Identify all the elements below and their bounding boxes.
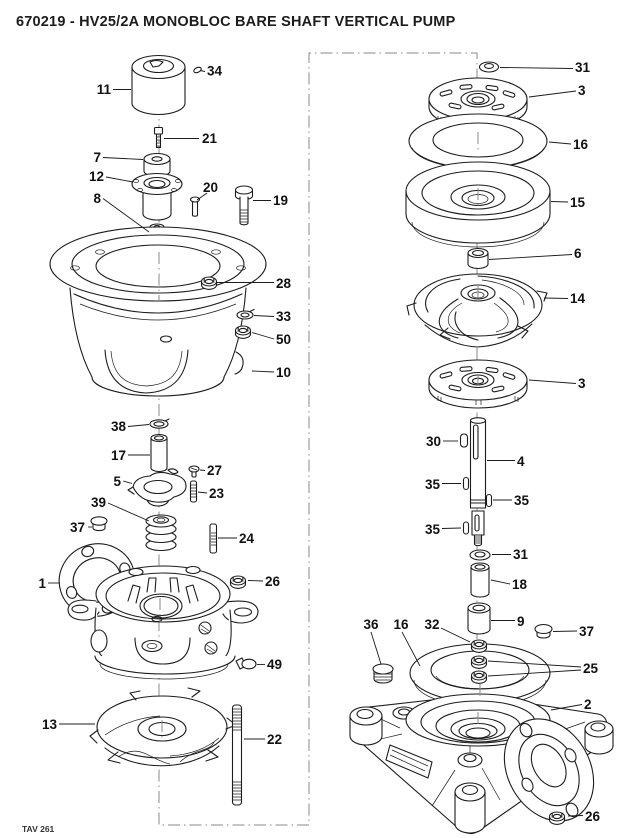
part-nut-32 <box>472 640 487 652</box>
part-bolt-20 <box>191 197 200 216</box>
part-coupling <box>132 56 185 115</box>
callout-10: 10 <box>276 365 292 380</box>
part-nut-26-left <box>231 576 246 588</box>
callout-11: 11 <box>96 82 111 97</box>
callout-38: 38 <box>110 419 126 434</box>
part-key-35-a <box>464 478 469 490</box>
callout-14: 14 <box>570 291 586 306</box>
part-washer-31-top <box>480 62 499 72</box>
callout-34: 34 <box>207 63 223 79</box>
callout-35-c: 35 <box>424 522 440 537</box>
part-circlip-38 <box>150 419 169 428</box>
page-title: 670219 - HV25/2A MONOBLOC BARE SHAFT VERTICAL PUMP <box>16 14 456 30</box>
part-screw-27 <box>189 466 199 477</box>
callout-33: 33 <box>276 309 292 324</box>
part-key-35-b <box>487 495 492 507</box>
part-seal-gland <box>128 469 186 506</box>
callout-31-mid: 31 <box>513 547 529 562</box>
callout-3-mid: 3 <box>578 376 586 391</box>
callout-5: 5 <box>113 474 121 489</box>
part-nut-28 <box>202 277 217 289</box>
callout-25: 25 <box>583 661 599 676</box>
callout-26-right: 26 <box>585 809 601 824</box>
part-nut-50 <box>236 326 251 338</box>
plate-number: TAV 261 <box>22 824 55 834</box>
callout-16-top: 16 <box>573 137 589 152</box>
part-shaft <box>471 418 486 546</box>
callout-37-left: 37 <box>69 520 85 535</box>
callout-7: 7 <box>93 150 101 165</box>
callout-35-b: 35 <box>514 493 530 508</box>
callout-6: 6 <box>574 246 582 261</box>
callout-4: 4 <box>517 454 525 469</box>
part-sleeve-18 <box>471 563 489 597</box>
part-bolt-19 <box>236 186 253 225</box>
callout-39: 39 <box>90 495 106 510</box>
part-bellows-39 <box>146 515 176 551</box>
callout-16-bottom: 16 <box>393 617 409 632</box>
part-spacer-6 <box>468 249 488 269</box>
callout-22: 22 <box>267 732 283 747</box>
part-stud-22 <box>233 705 242 805</box>
callout-18: 18 <box>512 577 528 592</box>
callout-23: 23 <box>209 486 225 501</box>
callout-21: 21 <box>202 131 218 146</box>
part-key-30 <box>461 434 468 447</box>
part-plug-36 <box>373 664 393 683</box>
part-plug-37-right <box>535 625 552 639</box>
callout-2: 2 <box>584 697 592 712</box>
part-plug-37-left <box>91 517 107 531</box>
part-screw-21 <box>155 128 163 148</box>
part-nut-25-a <box>472 656 487 668</box>
part-pump-bracket <box>50 534 258 679</box>
part-oring-small <box>193 66 202 74</box>
callout-15: 15 <box>570 195 586 210</box>
callout-36: 36 <box>363 617 379 632</box>
callout-35-a: 35 <box>424 477 440 492</box>
part-washer-31-mid <box>470 550 490 560</box>
callout-50: 50 <box>276 332 292 347</box>
callout-19: 19 <box>273 193 289 208</box>
part-stud-24 <box>210 524 217 553</box>
part-stud-23 <box>191 481 197 502</box>
callout-27: 27 <box>207 463 223 478</box>
callout-31-top: 31 <box>575 60 591 75</box>
part-screw-49 <box>236 658 256 669</box>
part-bearing-flange <box>132 174 182 221</box>
callout-20: 20 <box>203 180 219 195</box>
callout-1: 1 <box>38 576 46 591</box>
callout-12: 12 <box>88 169 104 184</box>
callout-24: 24 <box>239 531 255 546</box>
callout-26-left: 26 <box>265 574 281 589</box>
part-nut-26-right <box>550 812 565 824</box>
callout-8: 8 <box>93 191 101 206</box>
part-bushing-17 <box>151 435 167 472</box>
callout-9: 9 <box>517 614 525 629</box>
callout-37-right: 37 <box>579 624 595 639</box>
callout-28: 28 <box>276 276 292 291</box>
callout-49: 49 <box>267 657 283 672</box>
part-key-35-c <box>464 522 469 534</box>
callout-32: 32 <box>424 617 440 632</box>
part-sleeve-9 <box>468 603 490 634</box>
callout-17: 17 <box>110 448 126 463</box>
part-impeller-13 <box>90 688 236 766</box>
part-nut-25-b <box>472 671 487 683</box>
callout-13: 13 <box>41 717 57 732</box>
part-impeller-14 <box>407 274 547 347</box>
part-motor-stool <box>50 227 266 396</box>
callout-3-top: 3 <box>578 83 586 98</box>
callout-30: 30 <box>425 434 441 449</box>
